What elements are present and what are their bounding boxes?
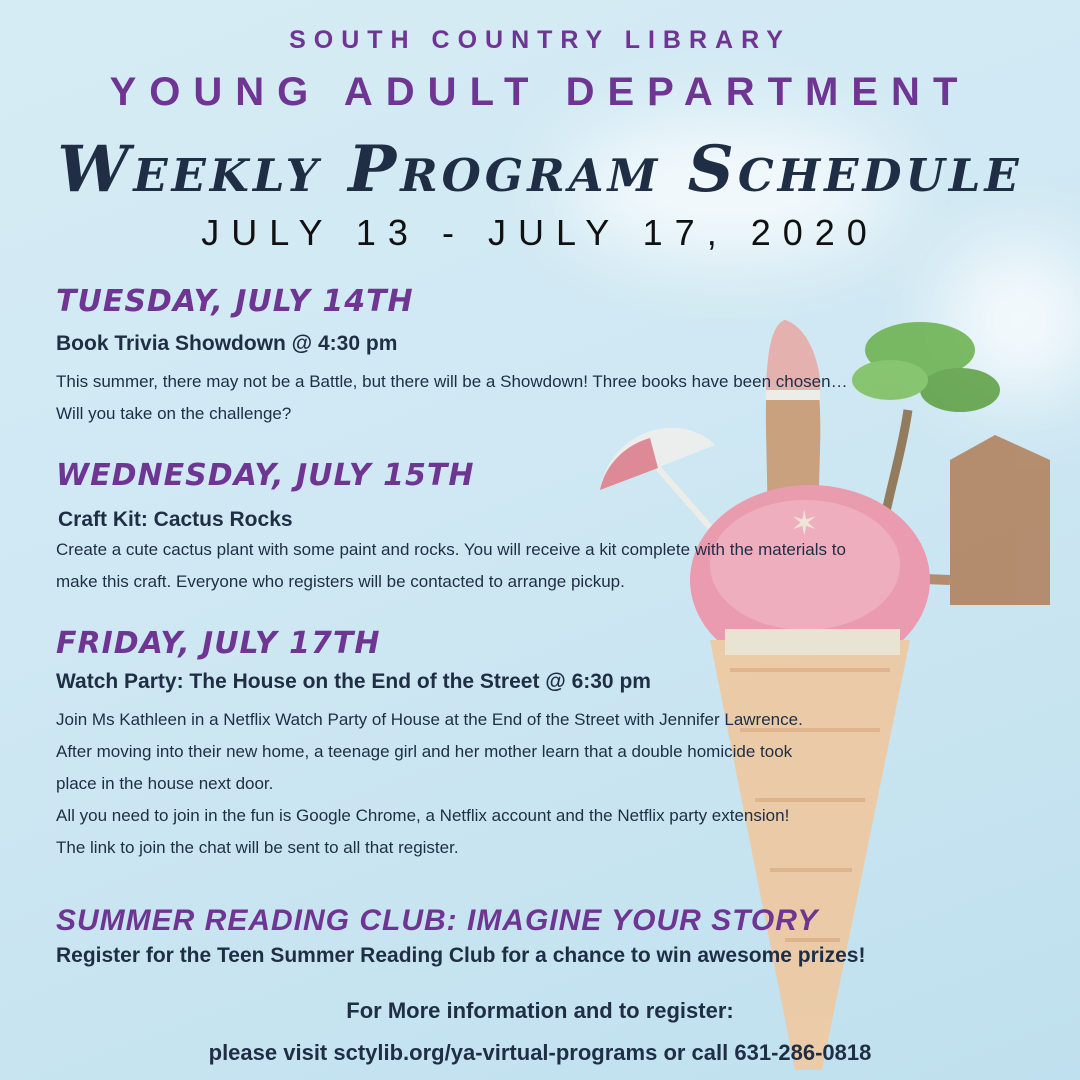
- date-range: JULY 13 - JULY 17, 2020: [201, 212, 879, 253]
- description-line: Join Ms Kathleen in a Netflix Watch Party of House at the End of the Street with Jennifer Lawrence.: [56, 710, 803, 729]
- program-title-book-trivia: Book Trivia Showdown @ 4:30 pm: [56, 332, 398, 355]
- page-title: Weekly Program Schedule: [57, 132, 1023, 207]
- program-description-watch-party: [56, 704, 803, 864]
- day-heading-wednesday: WEDNESDAY, JULY 15TH: [56, 458, 475, 493]
- description-line: This summer, there may not be a Battle, but there will be a Showdown! Three books have been chosen…: [56, 372, 848, 391]
- department-name: YOUNG ADULT DEPARTMENT: [109, 70, 971, 114]
- program-title-watch-party: Watch Party: The House on the End of the Street @ 6:30 pm: [56, 670, 651, 693]
- description-line: place in the house next door.: [56, 774, 274, 793]
- description-line: After moving into their new home, a teenage girl and her mother learn that a double homicide took: [56, 742, 793, 761]
- program-title-craft-kit: Craft Kit: Cactus Rocks: [58, 508, 293, 531]
- description-line: Create a cute cactus plant with some paint and rocks. You will receive a kit complete with the materials to: [56, 540, 846, 559]
- library-name: SOUTH COUNTRY LIBRARY: [289, 26, 791, 54]
- description-line: The link to join the chat will be sent to all that register.: [56, 838, 459, 857]
- svg-text:✶: ✶: [790, 504, 819, 544]
- program-description-book-trivia: [56, 366, 848, 430]
- day-heading-friday: FRIDAY, JULY 17TH: [56, 626, 381, 661]
- footer-contact-line: please visit sctylib.org/ya-virtual-programs or call 631-286-0818: [208, 1040, 872, 1065]
- program-description-craft-kit: [56, 534, 846, 598]
- summer-reading-heading: SUMMER READING CLUB: IMAGINE YOUR STORY: [56, 904, 819, 937]
- footer-info-line: For More information and to register:: [346, 998, 734, 1023]
- description-line: make this craft. Everyone who registers will be contacted to arrange pickup.: [56, 572, 625, 591]
- wooden-sign-icon: [950, 435, 1050, 605]
- description-line: All you need to join in the fun is Google Chrome, a Netflix account and the Netflix party extension!: [56, 806, 790, 825]
- description-line: Will you take on the challenge?: [56, 404, 292, 423]
- day-heading-tuesday: TUESDAY, JULY 14TH: [56, 284, 414, 319]
- summer-reading-text: Register for the Teen Summer Reading Club for a chance to win awesome prizes!: [56, 944, 866, 967]
